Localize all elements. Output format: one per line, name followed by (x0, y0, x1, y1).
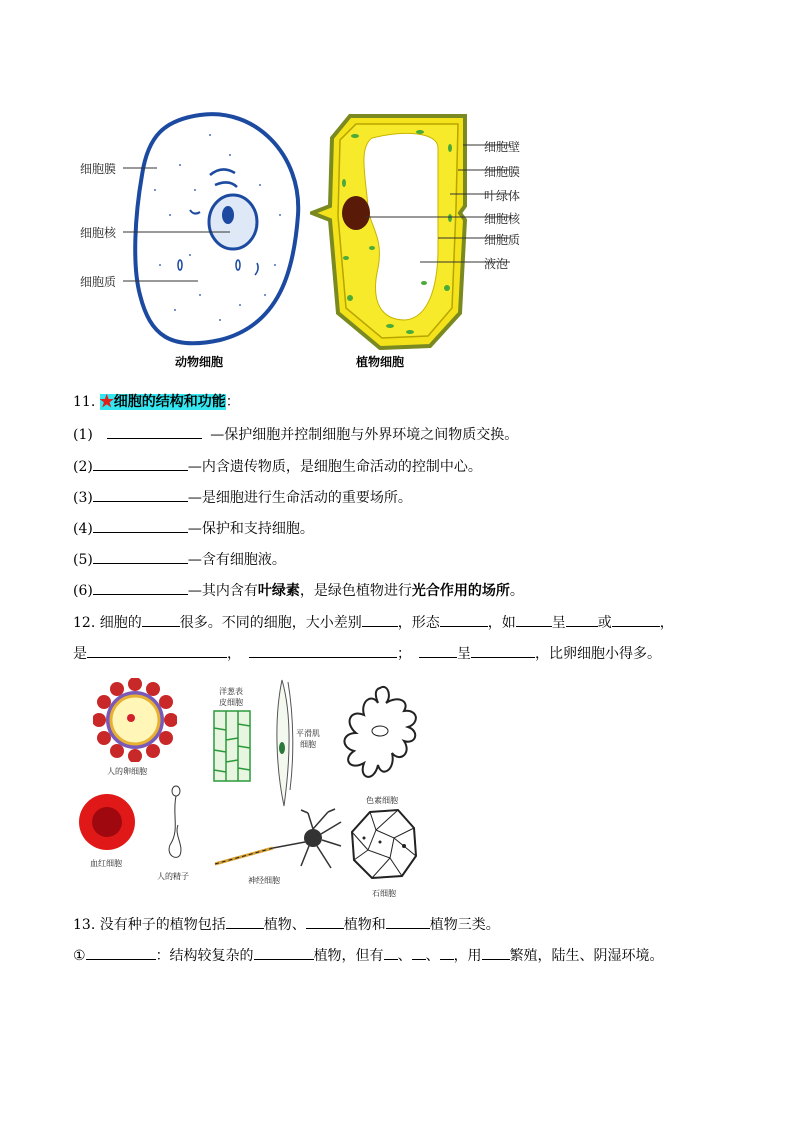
q11-title: 细胞的结构和功能 (113, 394, 226, 410)
plant-label-nucleus: 细胞核 (484, 212, 521, 226)
q12-text: ， (659, 615, 674, 631)
q11-item-bold: 叶绿素 (257, 583, 300, 599)
answer-blank[interactable] (386, 913, 430, 929)
q11-item-text: —其内含有 (187, 583, 258, 599)
plant-label-vacuole: 液泡 (484, 257, 509, 271)
animal-label-cytoplasm: 细胞质 (80, 275, 117, 289)
q11-item-text: —保护和支持细胞。 (187, 521, 314, 537)
answer-blank[interactable] (86, 944, 156, 960)
plant-nucleus (342, 196, 370, 230)
q11-item-prefix: (6) (73, 583, 93, 599)
q11-item-prefix: (2) (73, 459, 93, 475)
q12-text: 是 (73, 646, 87, 662)
answer-blank[interactable] (384, 944, 398, 960)
q11-item-text: —内含遗传物质，是细胞生命活动的控制中心。 (187, 459, 482, 475)
smooth-muscle-label-2: 细胞 (300, 740, 316, 749)
neuron-cell-label: 神经细胞 (248, 876, 280, 885)
sperm-cell-label: 人的精子 (157, 872, 189, 881)
q12-line-2 (73, 642, 661, 664)
q13-number: 13. (73, 917, 96, 933)
answer-blank[interactable] (93, 455, 188, 471)
onion-cell-label-2: 皮细胞 (219, 698, 243, 707)
q12-text: 呈 (457, 646, 471, 662)
q13-text: 植物、 (263, 917, 306, 933)
q11-item-text: —保护细胞并控制细胞与外界环境之间物质交换。 (210, 427, 519, 443)
answer-blank[interactable] (471, 642, 535, 658)
answer-blank[interactable] (226, 913, 264, 929)
onion-cell-label-1: 洋葱表 (219, 687, 243, 696)
answer-blank[interactable] (142, 611, 180, 627)
q13-text: 、 (397, 948, 412, 964)
answer-blank[interactable] (93, 548, 188, 564)
egg-cell-label: 人的卵细胞 (107, 767, 147, 776)
q11-item-3 (73, 486, 412, 508)
plant-label-wall: 细胞壁 (484, 140, 521, 154)
q11-number: 11. (73, 394, 96, 410)
answer-blank[interactable] (412, 944, 426, 960)
q11-item-2 (73, 455, 482, 477)
q11-title-highlight (100, 394, 226, 410)
q11-item-4 (73, 517, 314, 539)
q11-item-6 (73, 579, 524, 601)
q12-number: 12. (73, 615, 96, 631)
answer-blank[interactable] (93, 579, 188, 595)
q11-item-prefix: (4) (73, 521, 93, 537)
answer-blank[interactable] (516, 611, 552, 627)
q11-item-bold: 光合作用的场所 (411, 583, 510, 599)
q11-title-colon: ： (225, 394, 240, 410)
answer-blank[interactable] (249, 642, 397, 658)
q13-text: 繁殖，陆生、阴湿环境。 (509, 948, 664, 964)
q13-text: 植物和 (343, 917, 386, 933)
q12-text: 细胞的 (99, 615, 142, 631)
answer-blank[interactable] (362, 611, 398, 627)
answer-blank[interactable] (93, 486, 188, 502)
answer-blank[interactable] (482, 944, 510, 960)
q13-text: ：结构较复杂的 (155, 948, 254, 964)
answer-blank[interactable] (93, 517, 188, 533)
q12-text: 很多。不同的细胞，大小差别 (179, 615, 362, 631)
animal-label-nucleus: 细胞核 (80, 226, 117, 240)
stone-cell-label: 石细胞 (372, 889, 396, 898)
q13-text: 植物三类。 (429, 917, 500, 933)
answer-blank[interactable] (440, 611, 488, 627)
onion-cell-image (213, 710, 251, 782)
smooth-muscle-label-1: 平滑肌 (296, 729, 320, 738)
neuron-cell-image (213, 808, 343, 873)
answer-blank[interactable] (419, 642, 457, 658)
answer-blank[interactable] (254, 944, 314, 960)
red-blood-cell-image (77, 792, 137, 852)
answer-blank[interactable] (87, 642, 227, 658)
animal-cell-caption: 动物细胞 (175, 355, 224, 369)
q11-item-prefix: (1) (73, 427, 93, 443)
q11-item-1 (73, 423, 518, 445)
stone-cell-image (350, 808, 418, 880)
q12-text: 或 (597, 615, 612, 631)
pigment-cell-label: 色素细胞 (366, 796, 398, 805)
q13-text: ，用 (453, 948, 482, 964)
q11-item-text: 。 (509, 583, 524, 599)
q11-item-text: —含有细胞液。 (187, 552, 286, 568)
q12-text: ， (227, 646, 241, 662)
q12-line-1 (73, 611, 674, 633)
answer-blank[interactable] (612, 611, 660, 627)
q11-item-5 (73, 548, 286, 570)
plant-label-cytoplasm: 细胞质 (484, 233, 521, 247)
q12-text: ； (397, 646, 411, 662)
q13-text: 植物，但有 (313, 948, 384, 964)
egg-cell-image (93, 678, 177, 762)
q11-item-prefix: (5) (73, 552, 93, 568)
q13-line-1 (73, 913, 500, 935)
red-blood-cell-label: 血红细胞 (90, 859, 122, 868)
q11-heading (73, 392, 240, 412)
q11-item-prefix: (3) (73, 490, 93, 506)
pigment-cell-image (340, 683, 422, 788)
q11-item-text: ，是绿色植物进行 (299, 583, 412, 599)
q13-text: 没有种子的植物包括 (99, 917, 226, 933)
q12-text: ，如 (487, 615, 516, 631)
q13-line-2 (73, 944, 664, 966)
answer-blank[interactable] (440, 944, 454, 960)
smooth-muscle-cell-image (262, 678, 302, 808)
q13-text: ① (73, 948, 86, 964)
plant-cell-caption: 植物细胞 (356, 355, 405, 369)
star-icon: ★ (99, 394, 114, 410)
animal-label-membrane: 细胞膜 (80, 162, 117, 176)
sperm-cell-image (160, 785, 190, 863)
q13-text: 、 (425, 948, 440, 964)
q12-text: 呈 (551, 615, 566, 631)
plant-label-membrane: 细胞膜 (484, 165, 521, 179)
q12-text: ，比卵细胞小得多。 (535, 646, 661, 662)
answer-blank[interactable] (566, 611, 598, 627)
answer-blank[interactable] (107, 423, 202, 439)
answer-blank[interactable] (306, 913, 344, 929)
plant-label-chloroplast: 叶绿体 (484, 189, 521, 203)
animal-nucleus (209, 195, 257, 249)
q11-item-text: —是细胞进行生命活动的重要场所。 (187, 490, 412, 506)
q12-text: ，形态 (397, 615, 440, 631)
